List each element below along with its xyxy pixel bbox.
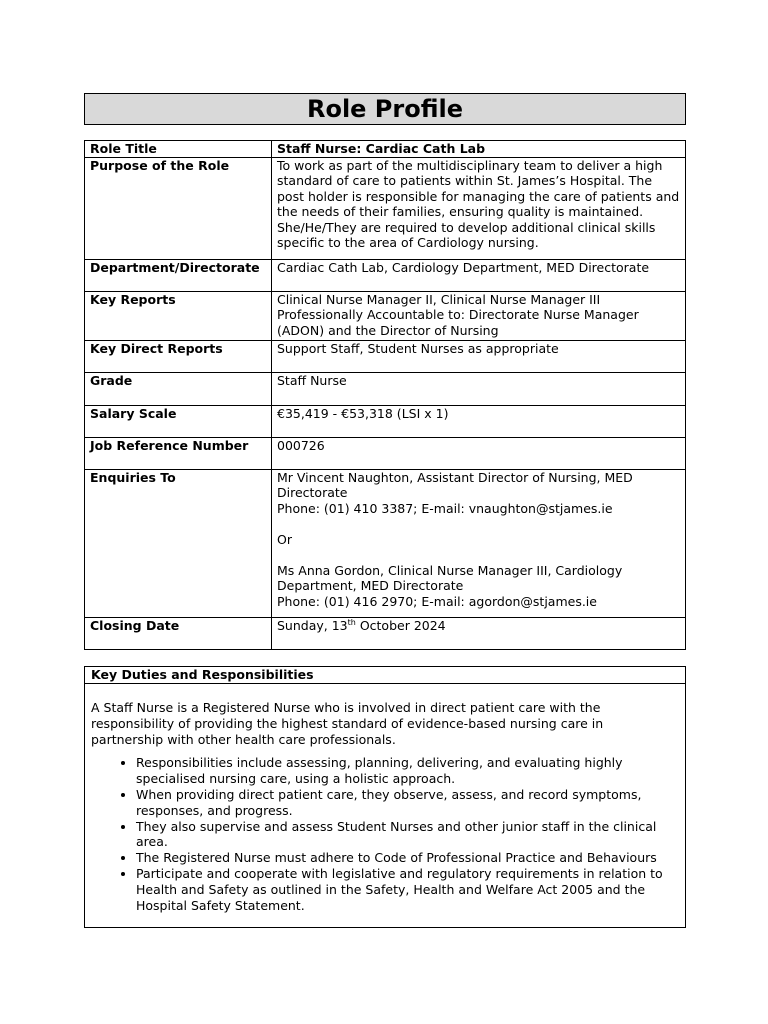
salary-value: €35,419 - €53,318 (LSI x 1)	[272, 405, 686, 437]
row-label: Department/Directorate	[85, 259, 272, 291]
closing-date-ordinal: th	[347, 617, 356, 627]
job-reference-value: 000726	[272, 437, 686, 469]
enquiries-value: Mr Vincent Naughton, Assistant Director of Nursing, MED Directorate Phone: (01) 410 3387; E-mail: vnaughton@stjames.ie Or Ms Anna Gordon, Clinical Nurse Manager III, Cardiology Department, MED Directorate Phone: (01) 416 2970; E-mail: agordon@stjames.ie	[272, 469, 686, 617]
row-label: Grade	[85, 372, 272, 405]
list-item: • The Registered Nurse must adhere to Code of Professional Practice and Behaviours	[136, 850, 685, 866]
table-row	[85, 437, 686, 469]
key-duties-heading: Key Duties and Responsibilities	[85, 667, 685, 684]
table-row	[85, 405, 686, 437]
table-row	[85, 291, 686, 340]
row-label: Purpose of the Role	[85, 157, 272, 259]
table-row	[85, 141, 686, 158]
department-value: Cardiac Cath Lab, Cardiology Department, MED Directorate	[272, 259, 686, 291]
grade-value: Staff Nurse	[272, 372, 686, 405]
table-row	[85, 340, 686, 372]
table-row	[85, 259, 686, 291]
row-label: Salary Scale	[85, 405, 272, 437]
key-reports-value: Clinical Nurse Manager II, Clinical Nurse Manager III Professionally Accountable to: Directorate Nurse Manager (ADON) and the Director of Nursing	[272, 291, 686, 340]
key-duties-list	[85, 755, 685, 913]
role-profile-table	[84, 140, 686, 650]
closing-date-value	[272, 617, 686, 649]
row-label: Key Reports	[85, 291, 272, 340]
key-duties-intro: A Staff Nurse is a Registered Nurse who is involved in direct patient care with the responsibility of providing the highest standard of evidence-based nursing care in partnership with other health care professionals.	[91, 700, 604, 747]
closing-date-day: Sunday, 13	[277, 617, 348, 633]
row-label: Job Reference Number	[85, 437, 272, 469]
table-row	[85, 617, 686, 649]
table-row	[85, 372, 686, 405]
page-title: Role Profile	[84, 93, 686, 125]
row-label: Enquiries To	[85, 469, 272, 617]
row-label: Closing Date	[85, 617, 272, 649]
list-item: • They also supervise and assess Student Nurses and other junior staff in the clinical area.	[136, 819, 685, 851]
key-duties-section	[84, 666, 686, 928]
closing-date-month-year: October 2024	[355, 617, 446, 633]
list-item: • When providing direct patient care, they observe, assess, and record symptoms, responses, and progress.	[136, 787, 685, 819]
role-title-value: Staff Nurse: Cardiac Cath Lab	[272, 141, 686, 158]
table-row	[85, 469, 686, 617]
list-item: • Participate and cooperate with legislative and regulatory requirements in relation to Health and Safety as outlined in the Safety, Health and Welfare Act 2005 and the Hospital Safety Statement.	[136, 866, 685, 913]
row-label: Role Title	[85, 141, 272, 158]
row-label: Key Direct Reports	[85, 340, 272, 372]
list-item: • Responsibilities include assessing, planning, delivering, and evaluating highly specialised nursing care, using a holistic approach.	[136, 755, 685, 787]
key-direct-reports-value: Support Staff, Student Nurses as appropriate	[272, 340, 686, 372]
table-row	[85, 157, 686, 259]
purpose-value: To work as part of the multidisciplinary team to deliver a high standard of care to patients within St. James’s Hospital. The post holder is responsible for managing the care of patients and the needs of their families, ensuring quality is maintained. She/He/They are required to develop additional clinical skills specific to the area of Cardiology nursing.	[272, 157, 686, 259]
